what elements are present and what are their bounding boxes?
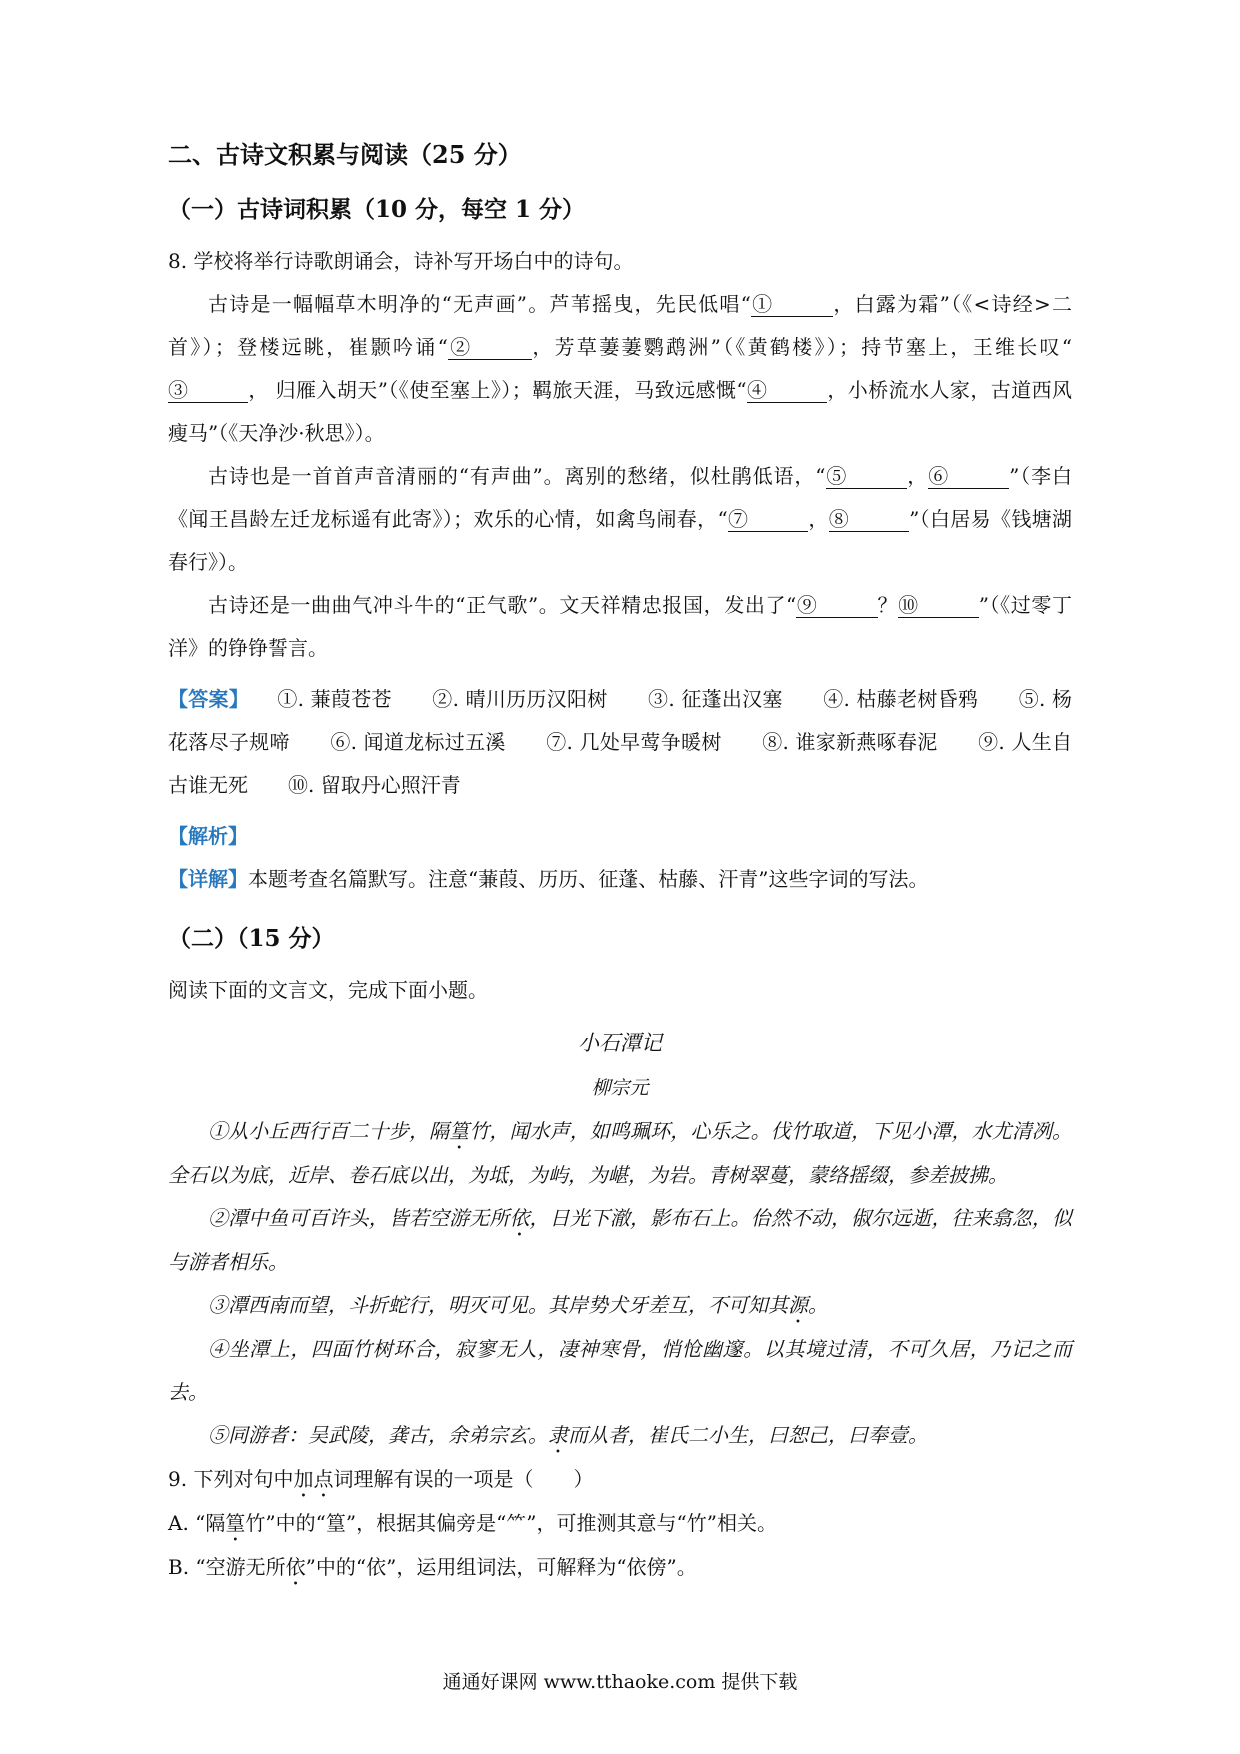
text-segment: ⑤同游者：吴武陵，龚古，余弟宗玄。 — [208, 1422, 548, 1447]
text-segment-blank: ② — [448, 335, 533, 360]
answer-text: ①. 蒹葭苍苍 ②. 晴川历历汉阳树 ③. 征蓬出汉塞 ④. 枯藤老树昏鸦 ⑤. 杨花落尽子规啼 ⑥. 闻道龙标过五溪 ⑦. 几处早莺争暖树 ⑧. 谁家新燕啄春泥 ⑨. 人生自古谁无死 ⑩. 留取丹心照汗青 — [168, 686, 1073, 797]
essay-title: 小石潭记 — [578, 1030, 662, 1055]
text-segment: 古诗是一幅幅草木明净的“无声画”。芦苇摇曳，先民低唱“ — [208, 291, 751, 316]
detail-text: 本题考查名篇默写。注意“蒹葭、历历、征蓬、枯藤、汗青”这些字词的写法。 — [248, 866, 929, 891]
text-segment: ②潭中鱼可百许头，皆若空游无所 — [208, 1205, 510, 1230]
q9-option-b — [168, 1546, 1072, 1590]
subsection-1-heading: （一）古诗词积累（10 分，每空 1 分） — [168, 195, 586, 223]
subsection-2-heading: （二）（15 分） — [168, 924, 335, 952]
analysis-label: 【解析】 — [168, 823, 248, 848]
text-segment: ，白露为霜”（《<诗经>二首》）；登楼远眺，崔颢吟诵“ — [168, 291, 1072, 359]
text-segment: ，日光下澈，影布石上。佁然不动，俶尔远逝，往来翕忽，似与游者相乐。 — [168, 1205, 1073, 1274]
q8-analysis-block — [168, 815, 1072, 858]
section-heading: 二、古诗文积累与阅读（25 分） — [168, 140, 522, 169]
text-segment-dot: 篁 — [225, 1510, 246, 1535]
text-segment: ， — [907, 463, 929, 488]
text-segment-blank: ① — [751, 292, 833, 317]
essay-paragraph-2 — [168, 1197, 1072, 1284]
essay-paragraph-3 — [168, 1284, 1072, 1328]
text-segment: ③潭西南而望，斗折蛇行，明灭可见。其岸势犬牙差互，不可知其 — [208, 1292, 788, 1317]
text-segment: ，芳草萋萋鹦鹉洲”（《黄鹤楼》）；持节塞上，王维长叹“ — [532, 334, 1072, 359]
q9-option-a — [168, 1502, 1072, 1546]
q9-stem — [168, 1458, 1072, 1502]
text-segment: ， 归雁入胡天”（《使至塞上》）；羁旅天涯，马致远感慨“ — [248, 377, 747, 402]
text-segment: ①从小丘西行百二十步，隔 — [208, 1118, 450, 1143]
essay-author: 柳宗元 — [591, 1076, 649, 1099]
text-segment-dot: 依 — [285, 1554, 306, 1579]
text-segment: ”（李白《闻王昌龄左迁龙标遥有此寄》）；欢乐的心情，如禽鸟闹春，“ — [168, 463, 1073, 531]
text-segment: B. “空游无所 — [168, 1554, 286, 1579]
text-segment-dot: 源 — [788, 1292, 808, 1317]
q8-detail-block — [168, 858, 1072, 901]
footer-credit: 通通好课网 www.tthaoke.com 提供下载 — [442, 1671, 798, 1693]
text-segment: 而从者，崔氏二小生，曰恕己，曰奉壹。 — [568, 1422, 928, 1447]
text-segment: ？ — [877, 592, 899, 617]
essay-paragraph-1 — [168, 1110, 1072, 1197]
text-segment-blank: ⑨ — [796, 593, 877, 618]
text-segment-dot: 依 — [509, 1205, 530, 1230]
q8-stem: 8. 学校将举行诗歌朗诵会，诗补写开场白中的诗句。 — [168, 248, 634, 273]
text-segment: 竹，闻水声，如鸣珮环，心乐之。伐竹取道，下见小潭，水尤清冽。全石以为底，近岸、卷石底以出，为坻，为屿，为嵁，为岩。青树翠蔓，蒙络摇缀，参差披拂。 — [168, 1118, 1073, 1187]
detail-label: 【详解】 — [168, 866, 248, 891]
text-segment: 。 — [808, 1292, 828, 1317]
q8-answer-block — [168, 678, 1072, 807]
text-segment: ”（白居易《钱塘湖春行》）。 — [168, 506, 1073, 574]
text-segment-blank: ⑤ — [826, 464, 908, 489]
text-segment: ，小桥流水人家，古道西风瘦马”（《天净沙·秋思》）。 — [168, 377, 1073, 445]
text-segment-blank: ④ — [747, 378, 828, 403]
q8-paragraph-2 — [168, 455, 1072, 584]
text-segment-dot: 加点 — [293, 1466, 334, 1491]
text-segment-dot: 篁 — [449, 1118, 470, 1143]
reading-intro: 阅读下面的文言文，完成下面小题。 — [168, 977, 488, 1002]
text-segment-blank: ⑥ — [928, 464, 1009, 489]
essay-paragraph-5 — [168, 1414, 1072, 1458]
q8-paragraph-1 — [168, 283, 1072, 455]
text-segment: A. “隔 — [168, 1510, 226, 1535]
text-segment: ”（《过零丁洋》的铮铮誓言。 — [168, 592, 1072, 660]
essay-paragraph-4 — [168, 1328, 1072, 1414]
page-content — [168, 138, 1072, 1590]
text-segment-blank: ⑧ — [829, 507, 909, 532]
text-segment-blank: ③ — [168, 378, 248, 403]
text-segment-blank: ⑦ — [728, 507, 809, 532]
text-segment-dot: 隶 — [548, 1422, 568, 1447]
text-segment: 古诗也是一首首声音清丽的“有声曲”。离别的愁绪，似杜鹃低语，“ — [208, 463, 826, 488]
text-segment: 古诗还是一曲曲气冲斗牛的“正气歌”。文天祥精忠报国，发出了“ — [208, 592, 797, 617]
text-segment: ， — [808, 506, 829, 531]
text-segment: 9. 下列对句中 — [168, 1466, 294, 1491]
text-segment: ④坐潭上，四面竹树环合，寂寥无人，凄神寒骨，悄怆幽邃。以其境过清，不可久居，乃记之而去。 — [168, 1336, 1072, 1404]
text-segment: ”中的“依”，运用组词法，可解释为“依傍”。 — [305, 1554, 697, 1579]
text-segment: 竹”中的“篁”，根据其偏旁是“⺮”，可推测其意与“竹”相关。 — [245, 1510, 777, 1535]
text-segment: 词理解有误的一项是（ ） — [333, 1466, 594, 1491]
q8-paragraph-3 — [168, 584, 1072, 670]
answer-label: 【答案】 — [168, 686, 250, 711]
text-segment-blank: ⑩ — [898, 593, 979, 618]
